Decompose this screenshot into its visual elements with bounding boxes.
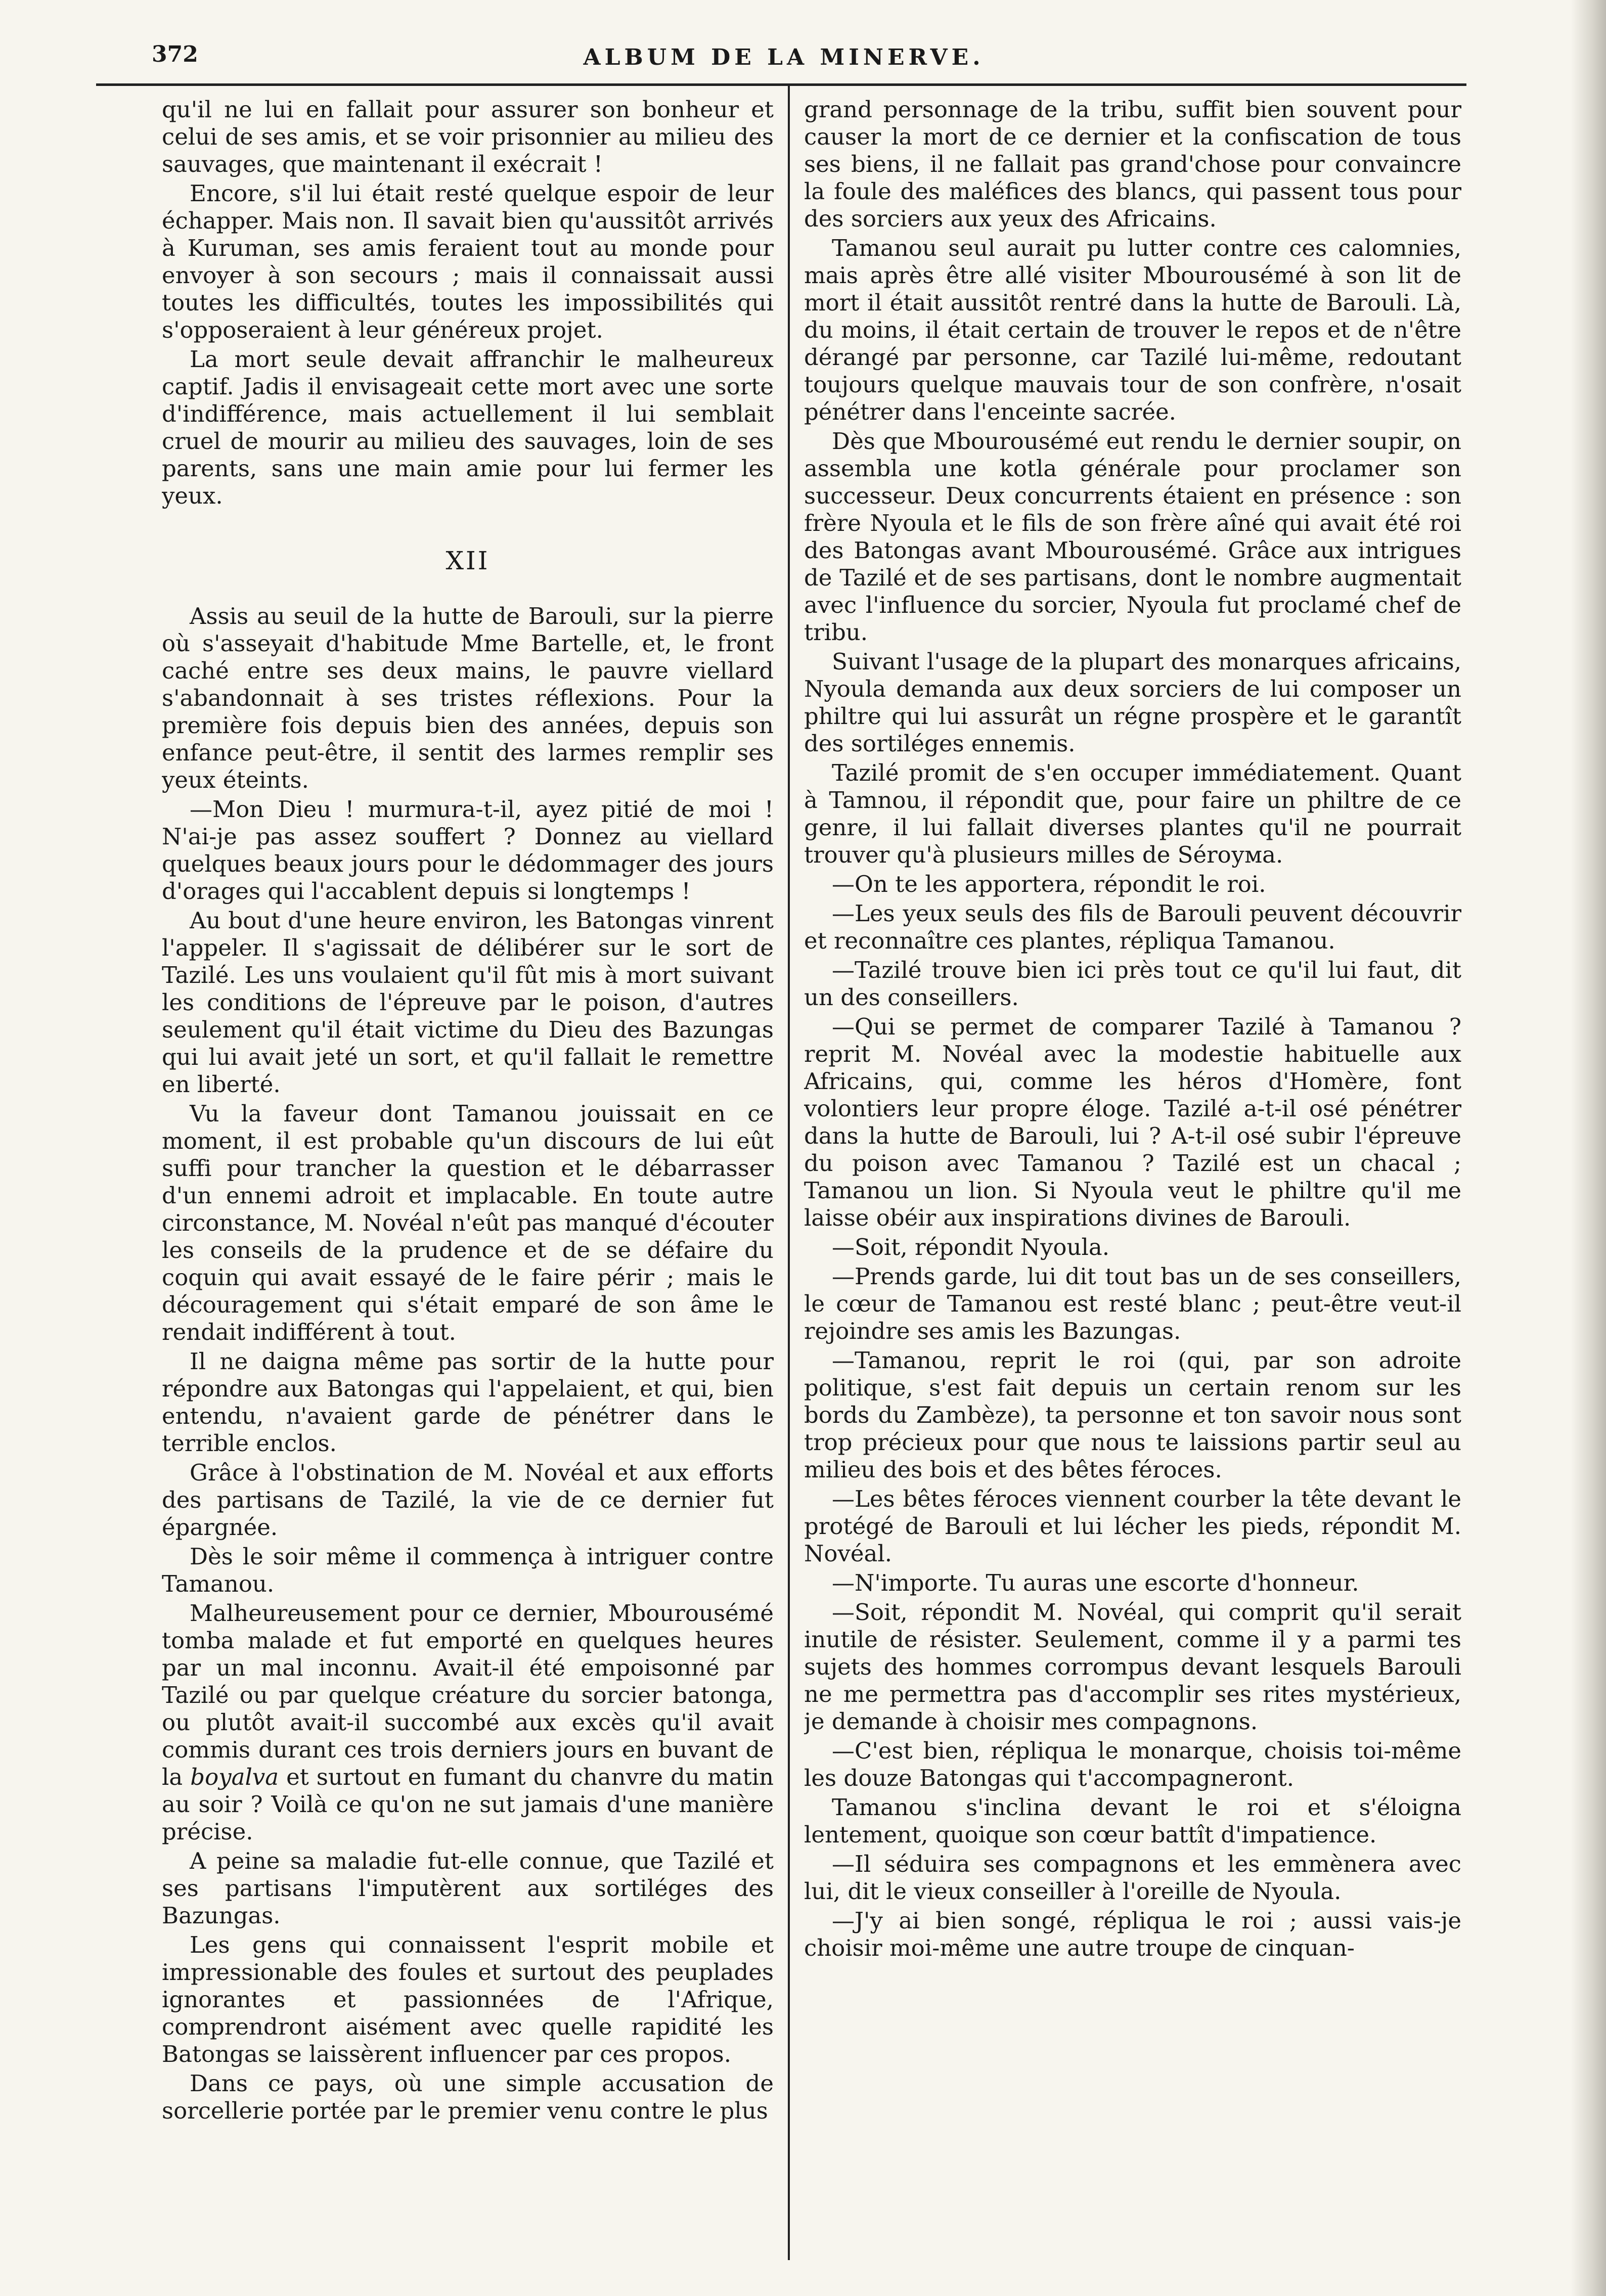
paragraph: —Mon Dieu ! murmura-t-il, ayez pitié de moi ! N'ai-je pas assez souffert ? Donnez au viellard quelques beaux jours pour le dédommager des jours d'orages qui l'accablent depuis si longtemps ! xyxy=(162,796,774,905)
paragraph: Dans ce pays, où une simple accusation de sorcellerie portée par le premier venu contre le plus xyxy=(162,2070,774,2124)
column-divider xyxy=(788,86,790,2260)
paragraph: qu'il ne lui en fallait pour assurer son bonheur et celui de ses amis, et se voir prisonnier au milieu des sauvages, que maintenant il exécrait ! xyxy=(162,96,774,177)
paragraph: —Les yeux seuls des fils de Barouli peuvent découvrir et reconnaître ces plantes, répliqua Tamanou. xyxy=(804,900,1461,954)
running-header xyxy=(96,36,1471,80)
paragraph: Tazilé promit de s'en occuper immédiatement. Quant à Tamnou, il répondit que, pour faire un philtre de ce genre, il lui fallait diverses plantes qu'il ne pourrait trouver qu'à plusieurs milles de Séroума. xyxy=(804,759,1461,868)
paragraph-text: et surtout en fumant du chanvre du matin au soir ? Voilà ce qu'on ne sut jamais d'une manière précise. xyxy=(162,1764,774,1845)
paragraph: Dès le soir même il commença à intriguer contre Tamanou. xyxy=(162,1543,774,1597)
paragraph: Il ne daigna même pas sortir de la hutte pour répondre aux Batongas qui l'appelaient, et qui, bien entendu, n'avaient garde de pénétrer dans le terrible enclos. xyxy=(162,1348,774,1457)
paragraph: La mort seule devait affranchir le malheureux captif. Jadis il envisageait cette mort avec une sorte d'indifférence, mais actuellement il lui semblait cruel de mourir au milieu des sauvages, loin de ses parents, sans une main amie pour lui fermer les yeux. xyxy=(162,346,774,509)
paragraph: Au bout d'une heure environ, les Batongas vinrent l'appeler. Il s'agissait de délibérer sur le sort de Tazilé. Les uns voulaient qu'il fût mis à mort suivant les conditions de l'épreuve par le poison, d'autres seulement qu'il était victime du Dieu des Bazungas qui lui avait jeté un sort, et qu'il fallait le remettre en liberté. xyxy=(162,907,774,1098)
paragraph: —C'est bien, répliqua le monarque, choisis toi-même les douze Batongas qui t'accompagneront. xyxy=(804,1737,1461,1791)
paragraph: Grâce à l'obstination de M. Novéal et aux efforts des partisans de Tazilé, la vie de ce dernier fut épargnée. xyxy=(162,1459,774,1541)
right-column xyxy=(804,96,1461,2250)
running-title: ALBUM DE LA MINERVE. xyxy=(583,44,985,70)
paragraph: Suivant l'usage de la plupart des monarques africains, Nyoula demanda aux deux sorciers de lui composer un philtre qui lui assurât un régne prospère et le garantît des sortiléges ennemis. xyxy=(804,648,1461,757)
paragraph: Encore, s'il lui était resté quelque espoir de leur échapper. Mais non. Il savait bien qu'aussitôt arrivés à Kuruman, ses amis feraient tout au monde pour envoyer à son secours ; mais il connaissait aussi toutes les difficultés, toutes les impossibilités qui s'opposeraient à leur généreux projet. xyxy=(162,180,774,343)
paragraph: A peine sa maladie fut-elle connue, que Tazilé et ses partisans l'imputèrent aux sortiléges des Bazungas. xyxy=(162,1848,774,1929)
paragraph: —Tazilé trouve bien ici près tout ce qu'il lui faut, dit un des conseillers. xyxy=(804,957,1461,1011)
paragraph: —On te les apportera, répondit le roi. xyxy=(832,871,1266,897)
paragraph: —Prends garde, lui dit tout bas un de ses conseillers, le cœur de Tamanou est resté blanc ; peut-être veut-il rejoindre ses amis les Bazungas. xyxy=(804,1263,1461,1344)
paragraph: Tamanou seul aurait pu lutter contre ces calomnies, mais après être allé visiter Mbourousémé à son lit de mort il était aussitôt rentré dans la hutte de Barouli. Là, du moins, il était certain de trouver le repos et de n'être dérangé par personne, car Tazilé lui-même, redoutant toujours quelque mauvais tour de son confrère, n'osait pénétrer dans l'enceinte sacrée. xyxy=(804,235,1461,425)
left-column xyxy=(162,96,774,2250)
page-edge-shadow xyxy=(1571,0,1606,2296)
paragraph: Les gens qui connaissent l'esprit mobile et impressionable des foules et surtout des peuplades ignorantes et passionnées de l'Afrique, comprendront aisément avec quelle rapidité les Batongas se laissèrent influencer par ces propos. xyxy=(162,1931,774,2067)
paragraph: Vu la faveur dont Tamanou jouissait en ce moment, il est probable qu'un discours de lui eût suffi pour trancher la question et le débarrasser d'un ennemi adroit et implacable. En toute autre circonstance, M. Novéal n'eût pas manqué d'écouter les conseils de la prudence et de se défaire du coquin qui avait essayé de le faire périr ; mais le découragement qui s'était emparé de son âme le rendait indifférent à tout. xyxy=(162,1100,774,1345)
paragraph-with-italic xyxy=(162,1600,774,1845)
paragraph: —Il séduira ses compagnons et les emmènera avec lui, dit le vieux conseiller à l'oreille de Nyoula. xyxy=(804,1851,1461,1905)
paragraph: —Les bêtes féroces viennent courber la tête devant le protégé de Barouli et lui lécher les pieds, répondit M. Novéal. xyxy=(804,1485,1461,1567)
paragraph: —J'y ai bien songé, répliqua le roi ; aussi vais-je choisir moi-même une autre troupe de cinquan- xyxy=(804,1907,1461,1961)
page-number: 372 xyxy=(152,41,198,67)
italic-term: boyalva xyxy=(190,1764,279,1790)
header-rule xyxy=(96,83,1466,86)
paragraph: —N'importe. Tu auras une escorte d'honneur. xyxy=(832,1569,1359,1596)
paragraph: —Soit, répondit M. Novéal, qui comprit qu'il serait inutile de résister. Seulement, comme il y a parmi tes sujets des hommes corrompus devant lesquels Barouli ne me permettra pas d'accomplir ses rites mystérieux, je demande à choisir mes compagnons. xyxy=(804,1599,1461,1735)
paragraph: grand personnage de la tribu, suffit bien souvent pour causer la mort de ce dernier et la confiscation de tous ses biens, il ne fallait pas grand'chose pour convaincre la foule des maléfices des blancs, qui passent tous pour des sorciers aux yeux des Africains. xyxy=(804,96,1461,232)
paragraph-text: Malheureusement pour ce dernier, Mbourousémé tomba malade et fut emporté en quelques heures par un mal inconnu. Avait-il été empoisonné par Tazilé ou par quelque créature du sorcier batonga, ou plutôt avait-il succombé aux excès qu'il avait commis durant ces trois derniers jours en buvant de la xyxy=(162,1600,774,1790)
paragraph: —Tamanou, reprit le roi (qui, par son adroite politique, s'est fait depuis un certain renom sur les bords du Zambèze), ta personne et ton savoir nous sont trop précieux pour que nous te laissions partir seul au milieu des bois et des bêtes féroces. xyxy=(804,1347,1461,1483)
chapter-heading: XII xyxy=(445,546,490,575)
paragraph: —Soit, répondit Nyoula. xyxy=(832,1234,1110,1260)
paragraph: Assis au seuil de la hutte de Barouli, sur la pierre où s'asseyait d'habitude Mme Bartelle, et, le front caché entre ses deux mains, le pauvre viellard s'abandonnait à ses tristes réflexions. Pour la première fois depuis bien des années, depuis son enfance peut-être, il sentit des larmes remplir ses yeux éteints. xyxy=(162,603,774,793)
paragraph: Dès que Mbourousémé eut rendu le dernier soupir, on assembla une kotla générale pour proclamer son successeur. Deux concurrents étaient en présence : son frère Nyoula et le fils de son frère aîné qui avait été roi des Batongas avant Mbourousémé. Grâce aux intrigues de Tazilé et de ses partisans, dont le nombre augmentait avec l'influence du sorcier, Nyoula fut proclamé chef de tribu. xyxy=(804,428,1461,646)
paragraph: Tamanou s'inclina devant le roi et s'éloigna lentement, quoique son cœur battît d'impatience. xyxy=(804,1794,1461,1848)
paragraph: —Qui se permet de comparer Tazilé à Tamanou ? reprit M. Novéal avec la modestie habituelle aux Africains, qui, comme les héros d'Homère, font volontiers leur propre éloge. Tazilé a-t-il osé pénétrer dans la hutte de Barouli, lui ? A-t-il osé subir l'épreuve du poison avec Tamanou ? Tazilé est un chacal ; Tamanou un lion. Si Nyoula veut le philtre qu'il me laisse obéir aux inspirations divines de Barouli. xyxy=(804,1013,1461,1231)
